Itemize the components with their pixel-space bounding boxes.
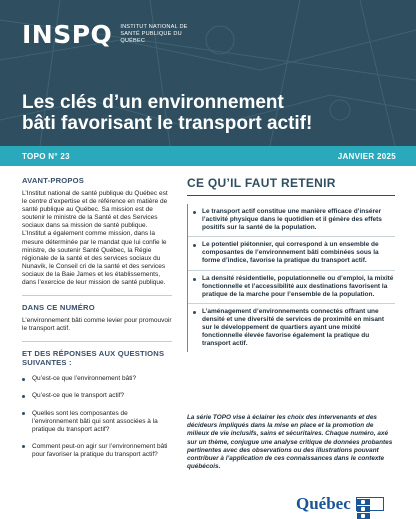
issue-date: JANVIER 2025	[337, 151, 396, 161]
list-item	[22, 410, 172, 434]
right-column	[187, 176, 395, 352]
list-item	[22, 392, 172, 400]
key-point-text: L’aménagement d’environnements connectés offrant une densité et une diversité de services de proximité en misant sur le développement de quartiers ayant une mixité fonctionnelle élevée favorise également la pratique du transport actif.	[202, 307, 385, 348]
question-text: Qu’est-ce que le transport actif?	[32, 392, 125, 400]
bullet-icon	[193, 244, 196, 247]
question-text: Quelles sont les composantes de l’environnement bâti qui sont associées à la pratique du transport actif?	[32, 409, 158, 433]
institute-name: INSTITUT NATIONAL DE SANTÉ PUBLIQUE DU QUÉBEC	[120, 24, 188, 44]
list-item	[188, 237, 395, 270]
bullet-icon	[22, 395, 25, 398]
divider	[22, 295, 172, 296]
issue-number: TOPO N° 23	[22, 151, 70, 161]
quebec-flag-icon	[356, 497, 384, 511]
list-item	[22, 443, 172, 459]
bullet-icon	[22, 445, 25, 448]
key-point-text: Le potentiel piétonnier, qui correspond à un ensemble de composantes de l’environnement bâti combinées sous la forme d’indice, favorise la pratique du transport actif.	[202, 241, 379, 265]
list-item	[188, 304, 395, 352]
title-line-2: bâti favorisant le transport actif!	[22, 113, 313, 134]
left-column	[22, 176, 172, 468]
list-item	[22, 375, 172, 383]
series-note: La série TOPO vise à éclairer les choix des intervenants et des décideurs impliqués dans la mise en place et la promotion de milieux de vie inclusifs, sains et sécuritaires. Chaque numéro, axé sur un thème, conjugue une analyse critique de données probantes pertinentes avec des observations ou des illustrations pouvant contribuer à l’application de ces connaissances dans le contexte québécois.	[187, 414, 393, 471]
question-text: Qu’est-ce que l’environnement bâti?	[32, 375, 137, 383]
bullet-icon	[22, 378, 25, 381]
bullet-icon	[193, 311, 196, 314]
key-points-heading: CE QU’IL FAUT RETENIR	[187, 176, 395, 196]
quebec-government-logo	[296, 494, 384, 514]
quebec-wordmark: Québec	[296, 494, 351, 513]
questions-heading: ET DES RÉPONSES AUX QUESTIONS SUIVANTES :	[22, 349, 165, 368]
bullet-icon	[193, 211, 196, 214]
question-text: Comment peut-on agir sur l’environnement bâti pour favoriser la pratique du transport actif?	[32, 442, 168, 458]
list-item	[188, 204, 395, 237]
avant-propos-text: L’Institut national de santé publique du Québec est le centre d’expertise et de référence en matière de santé publique au Québec. Sa mission est de soutenir le ministre de la Santé et des Services sociaux dans sa mission de santé publique. L’Institut a également comme mission, dans la mesure déterminée par le mandat que lui confie le ministre, de soutenir Santé Québec, la Régie régionale de la santé et des services sociaux du Nunavik, le Conseil cri de la santé et des services sociaux de la Baie James et les établissements, dans l’exercice de leur mission de santé publique.	[22, 190, 168, 287]
numero-text: L’environnement bâti comme levier pour promouvoir le transport actif.	[22, 317, 172, 333]
inspq-logo	[22, 20, 190, 49]
document-title	[22, 92, 312, 134]
title-line-1: Les clés d’un environnement	[22, 92, 284, 113]
divider	[22, 341, 172, 342]
bullet-icon	[193, 278, 196, 281]
key-point-text: Le transport actif constitue une manière efficace d’insérer l’activité physique dans le quotidien et il génère des effets positifs sur la santé de la population.	[202, 208, 382, 232]
numero-heading: DANS CE NUMÉRO	[22, 303, 95, 313]
issue-band	[0, 146, 416, 166]
list-item	[188, 271, 395, 304]
logo-wordmark: INSPQ	[22, 20, 113, 49]
cover-header	[0, 0, 416, 146]
avant-propos-heading: AVANT-PROPOS	[22, 176, 85, 185]
bullet-icon	[22, 412, 25, 415]
key-points-list	[187, 204, 395, 352]
questions-list	[22, 375, 172, 459]
key-point-text: La densité résidentielle, populationnelle ou d’emploi, la mixité fonctionnelle et l’accessibilité aux destinations favorisent la pratique de la marche pour l’ensemble de la population.	[202, 274, 394, 298]
